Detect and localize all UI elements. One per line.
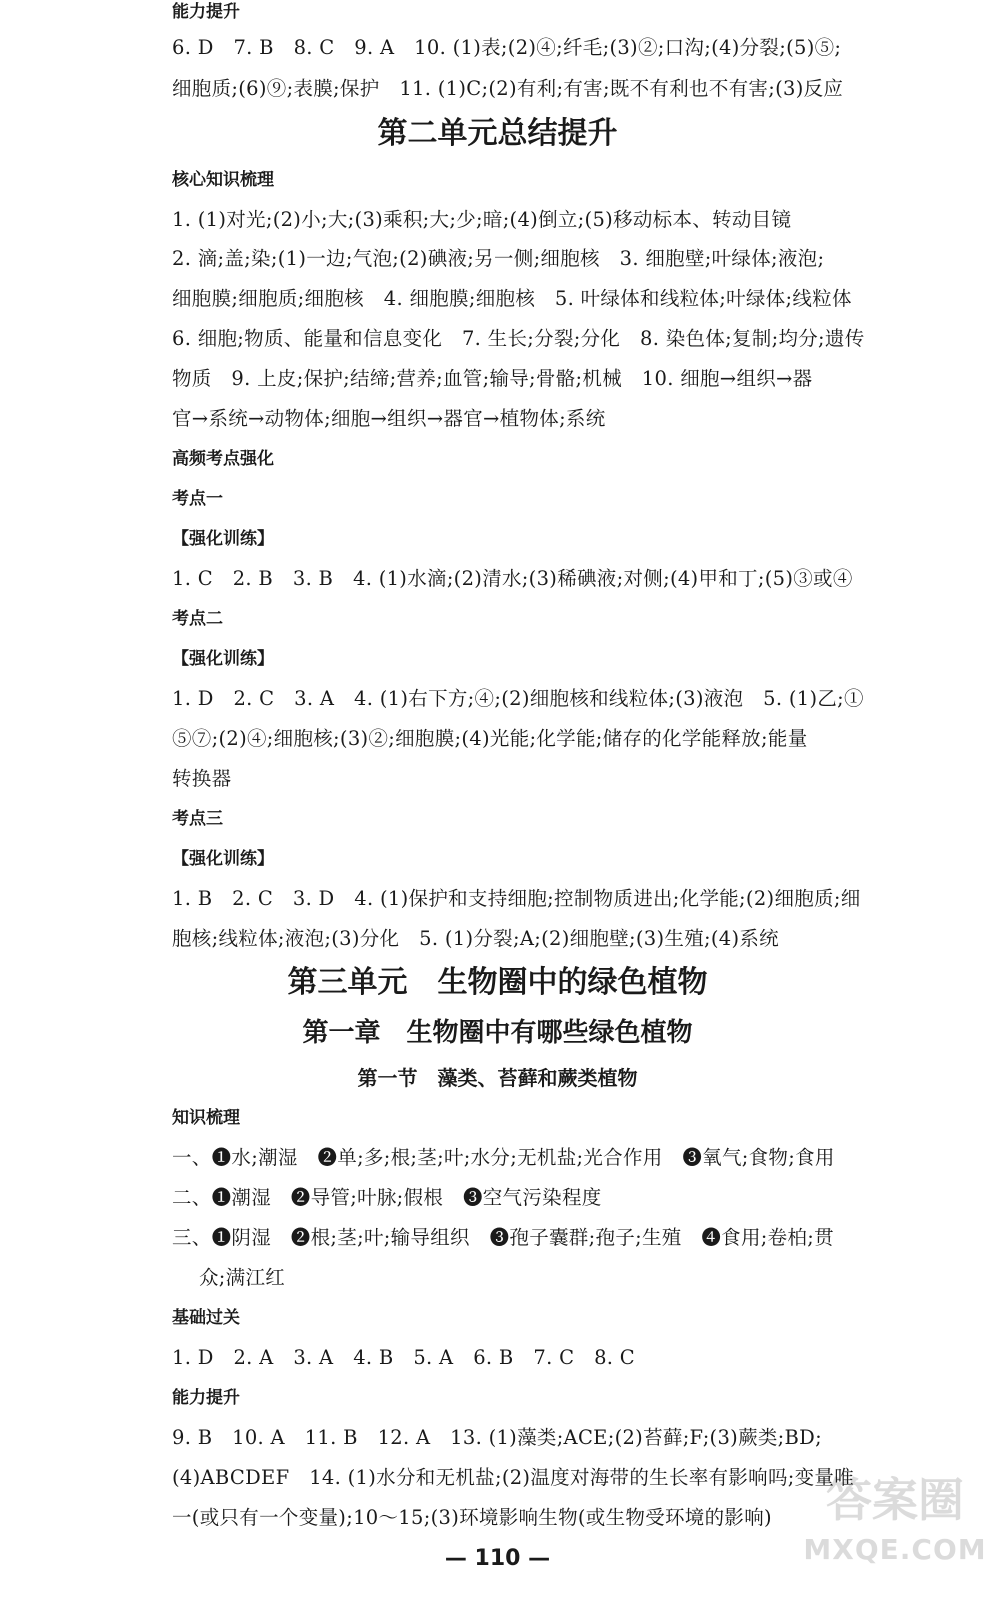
section-heading: 核心知识梳理 (172, 170, 274, 190)
answer-line: 众;满江红 (199, 1266, 286, 1289)
answer-line: 6. 细胞;物质、能量和信息变化 7. 生长;分裂;分化 8. 染色体;复制;均分;遗传 (172, 327, 865, 350)
answer-line: (4)ABCDEF 14. (1)水分和无机盐;(2)温度对海带的生长率有影响吗;变量唯 (172, 1466, 855, 1489)
training-label: 【强化训练】 (172, 529, 274, 549)
section-heading: 高频考点强化 (172, 449, 274, 469)
answer-line: 1. C 2. B 3. B 4. (1)水滴;(2)清水;(3)稀碘液;对侧;(4)甲和丁;(5)③或④ (172, 567, 853, 590)
answer-line: 2. 滴;盖;染;(1)一边;气泡;(2)碘液;另一侧;细胞核 3. 细胞壁;叶绿体;液泡; (172, 247, 825, 270)
subsection-heading: 考点一 (172, 489, 223, 509)
answer-line: 1. D 2. A 3. A 4. B 5. A 6. B 7. C 8. C (172, 1346, 636, 1369)
section-heading: 能力提升 (172, 1388, 240, 1408)
answer-line: 胞核;线粒体;液泡;(3)分化 5. (1)分裂;A;(2)细胞壁;(3)生殖;(4)系统 (172, 927, 779, 950)
answer-line: ⑤⑦;(2)④;细胞核;(3)②;细胞膜;(4)光能;化学能;储存的化学能释放;能量 (172, 727, 808, 750)
section-heading: 知识梳理 (172, 1108, 240, 1128)
answer-line: 6. D 7. B 8. C 9. A 10. (1)表;(2)④;纤毛;(3)②;口沟;(4)分裂;(5)⑤; (172, 36, 842, 59)
answer-line: 1. D 2. C 3. A 4. (1)右下方;④;(2)细胞核和线粒体;(3)液泡 5. (1)乙;① (172, 687, 864, 710)
unit-title: 第二单元总结提升 (377, 116, 618, 151)
watermark-text: 答案圈 (826, 1473, 964, 1527)
answer-line: 1. B 2. C 3. D 4. (1)保护和支持细胞;控制物质进出;化学能;(2)细胞质;细 (172, 887, 861, 910)
section-title: 第一节 藻类、苔藓和蕨类植物 (357, 1066, 638, 1090)
answer-line: 细胞膜;细胞质;细胞核 4. 细胞膜;细胞核 5. 叶绿体和线粒体;叶绿体;线粒体 (172, 287, 852, 310)
answer-line: 一、❶水;潮湿 ❷单;多;根;茎;叶;水分;无机盐;光合作用 ❸氧气;食物;食用 (172, 1146, 835, 1169)
answer-line: 9. B 10. A 11. B 12. A 13. (1)藻类;ACE;(2)苔藓;F;(3)蕨类;BD; (172, 1426, 822, 1449)
answer-line: 转换器 (172, 767, 232, 790)
training-label: 【强化训练】 (172, 649, 274, 669)
section-heading-ability: 能力提升 (172, 2, 240, 22)
page-number: — 110 — (444, 1546, 551, 1571)
answer-line: 物质 9. 上皮;保护;结缔;营养;血管;输导;骨骼;机械 10. 细胞→组织→器 (172, 367, 813, 390)
chapter-title: 第一章 生物圈中有哪些绿色植物 (302, 1018, 693, 1048)
answer-line: 官→系统→动物体;细胞→组织→器官→植物体;系统 (172, 407, 606, 430)
answer-line: 二、❶潮湿 ❷导管;叶脉;假根 ❸空气污染程度 (172, 1186, 602, 1209)
answer-line: 细胞质;(6)⑨;表膜;保护 11. (1)C;(2)有利;有害;既不有利也不有害;(3)反应 (172, 77, 844, 100)
watermark-url: MXQE.COM (803, 1533, 987, 1566)
subsection-heading: 考点二 (172, 609, 223, 629)
section-heading: 基础过关 (172, 1308, 240, 1328)
answer-line: 三、❶阴湿 ❷根;茎;叶;输导组织 ❸孢子囊群;孢子;生殖 ❹食用;卷柏;贯 (172, 1226, 834, 1249)
training-label: 【强化训练】 (172, 849, 274, 869)
unit-title: 第三单元 生物圈中的绿色植物 (287, 965, 708, 1000)
subsection-heading: 考点三 (172, 809, 223, 829)
watermark-logo (800, 1470, 990, 1590)
answer-line: 一(或只有一个变量);10～15;(3)环境影响生物(或生物受环境的影响) (172, 1506, 772, 1529)
answer-line: 1. (1)对光;(2)小;大;(3)乘积;大;少;暗;(4)倒立;(5)移动标本、转动目镜 (172, 208, 792, 231)
